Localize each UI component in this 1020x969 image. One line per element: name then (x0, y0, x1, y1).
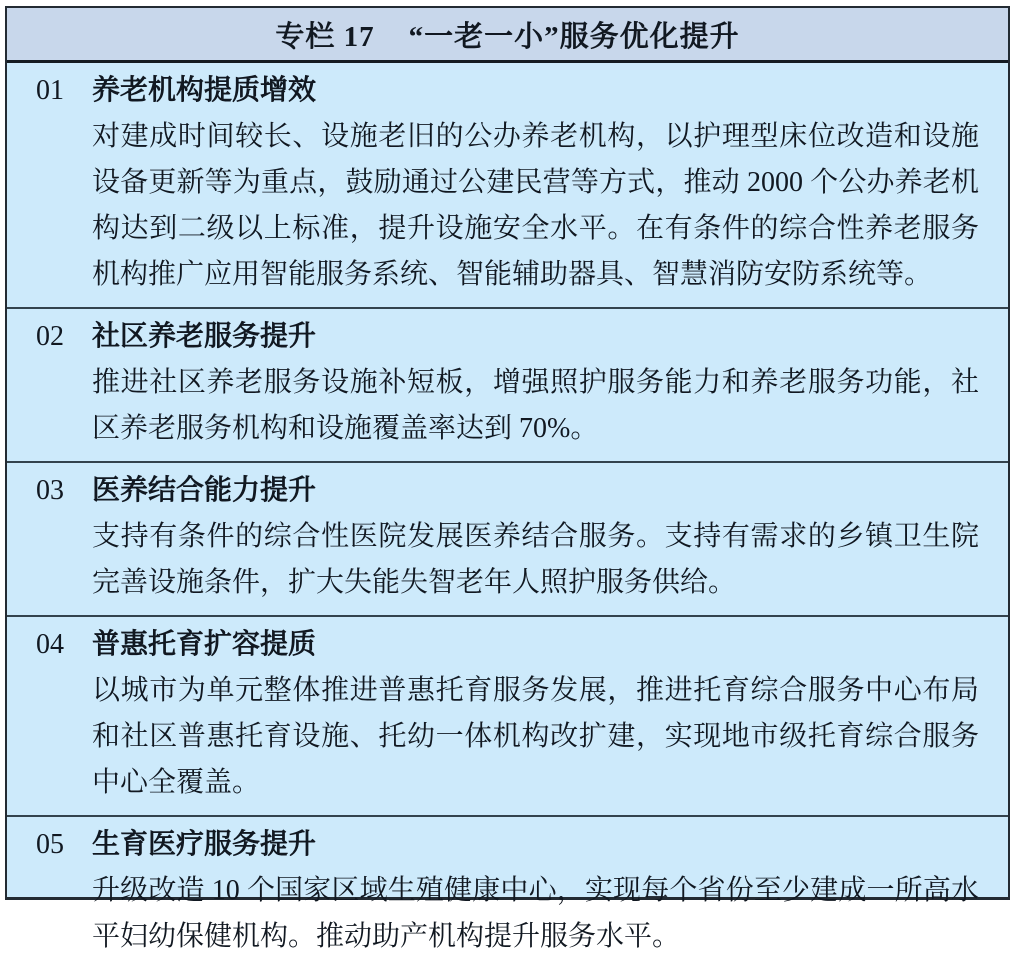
section-row (7, 615, 1008, 815)
section-heading: 社区养老服务提升 (92, 321, 317, 352)
section-heading: 生育医疗服务提升 (92, 829, 317, 860)
section-number: 01 (36, 75, 64, 106)
section-heading-row (36, 822, 979, 868)
feature-box-panel (5, 6, 1010, 952)
section-row (7, 307, 1008, 461)
section-heading: 医养结合能力提升 (92, 475, 317, 506)
section-number: 02 (36, 321, 64, 352)
section-heading-row (36, 622, 979, 668)
section-heading-row (36, 468, 979, 514)
section-body: 升级改造 10 个国家区域生殖健康中心，实现每个省份至少建成一所高水平妇幼保健机构。推动助产机构提升服务水平。 (92, 875, 979, 952)
section-row (7, 815, 1008, 969)
section-body: 对建成时间较长、设施老旧的公办养老机构，以护理型床位改造和设施设备更新等为重点，鼓励通过公建民营等方式，推动 2000 个公办养老机构达到二级以上标准，提升设施安全水平。在有条件的综合性养老服务机构推广应用智能服务系统、智能辅助器具、智慧消防安防系统等。 (92, 121, 979, 290)
panel-header-title: “一老一小”服务优化提升 (408, 20, 740, 53)
section-heading: 养老机构提质增效 (92, 75, 317, 106)
section-body: 推进社区养老服务设施补短板，增强照护服务能力和养老服务功能，社区养老服务机构和设施覆盖率达到 70%。 (92, 367, 979, 444)
section-row (7, 63, 1008, 307)
section-heading-row (36, 68, 979, 114)
section-heading-row (36, 314, 979, 360)
panel-header-label: 专栏 17 (275, 20, 375, 53)
section-number: 05 (36, 829, 64, 860)
section-heading: 普惠托育扩容提质 (92, 629, 317, 660)
section-row (7, 461, 1008, 615)
panel-header (7, 8, 1008, 63)
section-body: 以城市为单元整体推进普惠托育服务发展，推进托育综合服务中心布局和社区普惠托育设施、托幼一体机构改扩建，实现地市级托育综合服务中心全覆盖。 (92, 675, 979, 798)
section-number: 04 (36, 629, 64, 660)
section-number: 03 (36, 475, 64, 506)
section-body: 支持有条件的综合性医院发展医养结合服务。支持有需求的乡镇卫生院完善设施条件，扩大失能失智老年人照护服务供给。 (92, 521, 979, 598)
